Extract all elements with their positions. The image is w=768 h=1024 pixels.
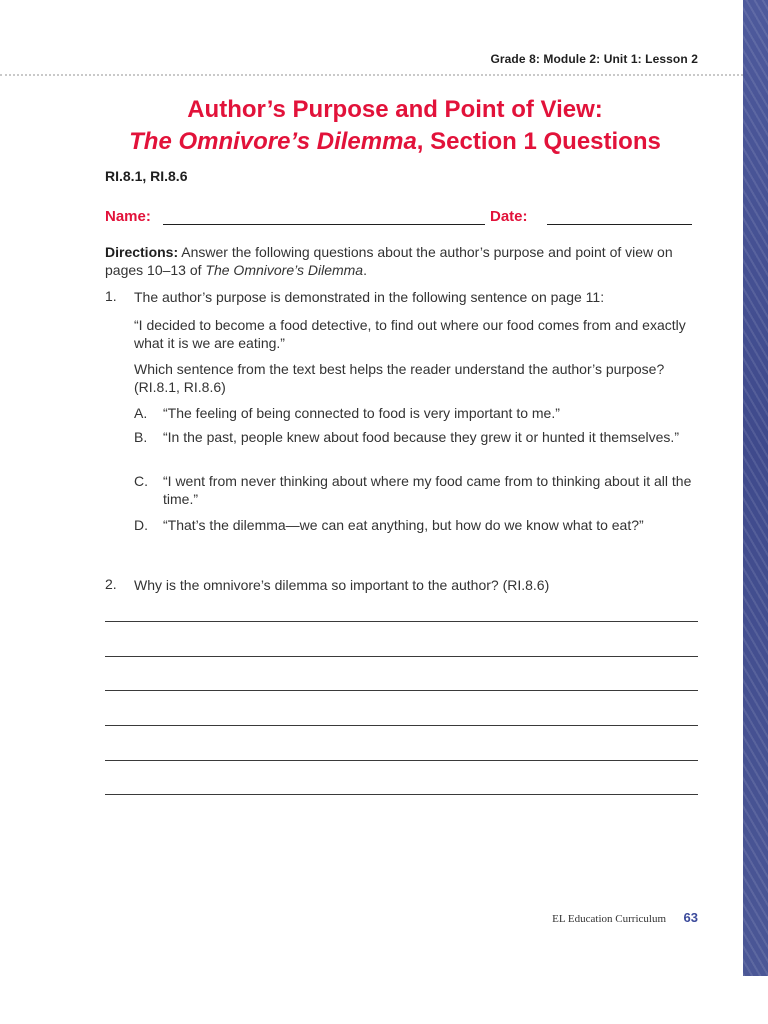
title-line-1: Author’s Purpose and Point of View: [187, 96, 603, 123]
footer-curriculum: EL Education Curriculum [552, 913, 666, 925]
option-a-letter: A. [134, 405, 148, 421]
name-date-row [105, 206, 705, 228]
date-field-line[interactable] [547, 224, 692, 225]
name-field-line[interactable] [163, 224, 485, 225]
answer-line-1[interactable] [105, 621, 698, 622]
answer-line-2[interactable] [105, 656, 698, 657]
question-2-prompt: Why is the omnivore’s dilemma so important to the author? (RI.8.6) [134, 577, 550, 593]
directions [105, 243, 700, 279]
option-c-text[interactable]: “I went from never thinking about where my food came from to thinking about it all the time.” [163, 473, 692, 507]
question-1-question: Which sentence from the text best helps the reader understand the author’s purpose? (RI.8.1, RI.8.6) [134, 361, 665, 395]
question-1-number: 1. [105, 288, 117, 304]
directions-label: Directions: [105, 244, 179, 260]
option-b-text[interactable]: “In the past, people knew about food because they grew it or hunted it themselves.” [163, 429, 679, 445]
answer-line-4[interactable] [105, 725, 698, 726]
answer-line-6[interactable] [105, 794, 698, 795]
title-line-2 [0, 126, 768, 158]
name-label: Name: [105, 208, 151, 225]
lesson-header: Grade 8: Module 2: Unit 1: Lesson 2 [490, 52, 698, 66]
answer-line-3[interactable] [105, 690, 698, 691]
question-2-number: 2. [105, 576, 117, 592]
directions-text-2: . [363, 262, 367, 278]
standards-label: RI.8.1, RI.8.6 [105, 168, 188, 184]
option-d-text[interactable]: “That’s the dilemma—we can eat anything, but how do we know what to eat?” [163, 517, 644, 533]
option-d-letter: D. [134, 517, 148, 533]
page-title [0, 94, 768, 158]
page-number: 63 [683, 910, 698, 925]
directions-text-1: Answer the following questions about the author’s purpose and point of view on pages 10–13 of [105, 244, 673, 278]
question-1-prompt: The author’s purpose is demonstrated in the following sentence on page 11: [134, 289, 605, 305]
header-divider [0, 74, 743, 76]
option-c-letter: C. [134, 473, 148, 489]
date-label: Date: [490, 208, 528, 225]
directions-book-title: The Omnivore’s Dilemma [205, 262, 364, 278]
question-1-quote: “I decided to become a food detective, to find out where our food comes from and exactly what it is we are eating.” [134, 317, 686, 351]
title-line-2-rest: , Section 1 Questions [416, 128, 661, 155]
title-book-name: The Omnivore’s Dilemma [129, 128, 417, 155]
option-a-text[interactable]: “The feeling of being connected to food is very important to me.” [163, 405, 560, 421]
option-b-letter: B. [134, 429, 148, 445]
answer-line-5[interactable] [105, 760, 698, 761]
